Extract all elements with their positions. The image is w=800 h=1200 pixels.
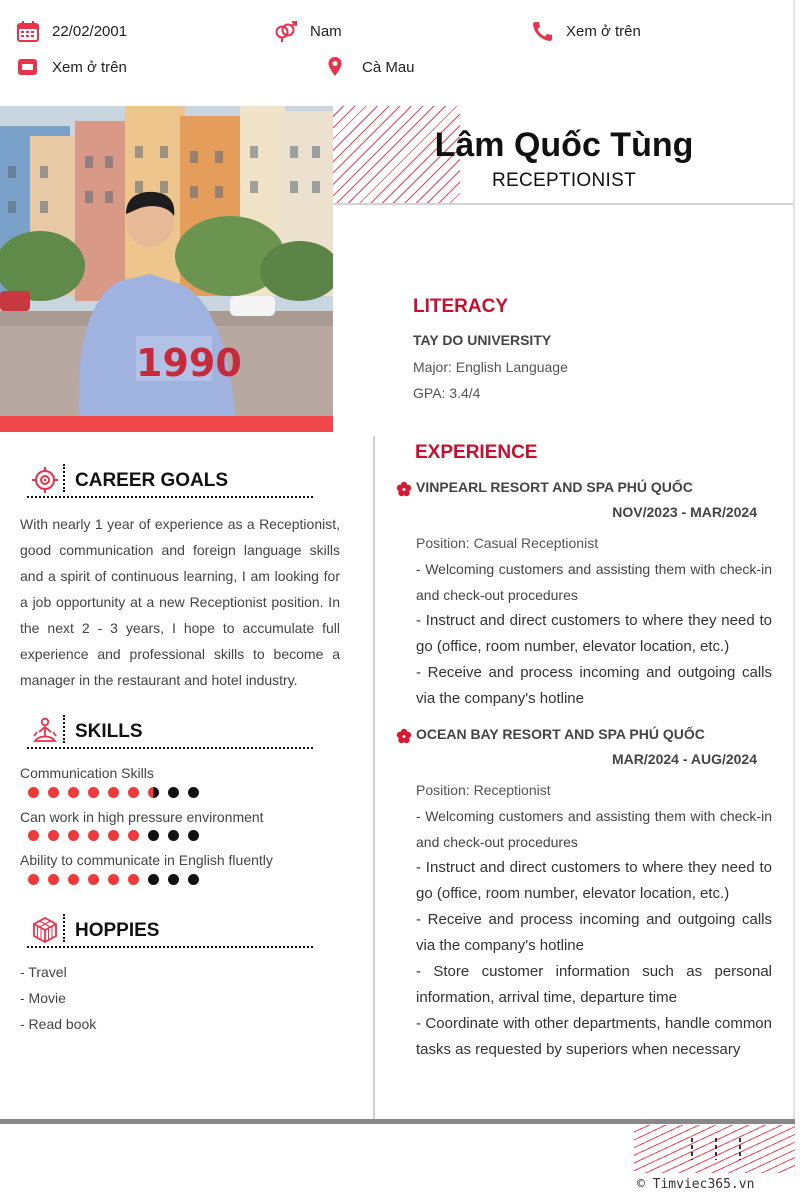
hobby-item: - Movie [20,990,66,1006]
skill-dot [48,830,59,841]
experience-title: EXPERIENCE [415,442,538,463]
skills-title: SKILLS [75,721,143,742]
page-right-border [793,0,795,1125]
phone-icon [530,20,554,42]
column-divider [373,436,375,1120]
contact-email [16,56,127,78]
header-divider [333,203,795,205]
job-task: - Instruct and direct customers to where they need to go (office, room number, elevator location, etc.) [416,859,772,902]
skill-dot [48,874,59,885]
skill-dot [168,830,179,841]
contact-birthday [16,20,127,42]
contact-address [326,56,415,78]
skill-dot [168,787,179,798]
job-task: - Welcoming customers and assisting them with check-in and check-out procedures [416,561,772,603]
header-dotted-underline [27,747,313,749]
copyright-text: © Timviec365.vn [637,1177,755,1192]
header-dotted-underline [27,946,313,948]
job-task: - Welcoming customers and assisting them with check-in and check-out procedures [416,808,772,850]
job-task: - Coordinate with other departments, handle common tasks as requested by superiors when necessary [416,1015,772,1058]
literacy-gpa: GPA: 3.4/4 [413,385,481,401]
skill-dot [148,874,159,885]
job-task: - Receive and process incoming and outgoing calls via the company's hotline [416,911,772,954]
skill-dot [108,787,119,798]
job-task: - Instruct and direct customers to where they need to go (office, room number, elevator location, etc.) [416,612,772,655]
skill-dot [28,874,39,885]
skill-dot [188,874,199,885]
footer-dash-decoration [682,1136,762,1162]
literacy-major: Major: English Language [413,359,568,375]
skill-rating [28,787,208,798]
career-goals-title: CAREER GOALS [75,470,229,491]
calendar-icon [16,20,40,42]
gender-value: Nam [310,22,342,40]
skill-dot [68,787,79,798]
gender-icon [274,20,298,42]
header-dotted-divider [63,914,65,942]
svg-text:1990: 1990 [136,341,242,385]
skill-dot [188,830,199,841]
hobby-item: - Read book [20,1016,97,1032]
profile-photo [0,106,333,416]
header-dotted-underline [27,496,313,498]
skills-header [27,715,313,751]
skill-dot [188,787,199,798]
location-pin-icon [326,56,350,78]
skill-dot [68,874,79,885]
job-period: MAR/2024 - AUG/2024 [612,751,757,767]
job-position: Position: Casual Receptionist [416,535,599,551]
skill-dot [148,787,159,798]
job-company: OCEAN BAY RESORT AND SPA PHÚ QUỐC [416,726,705,742]
person-meditation-icon [31,717,59,745]
career-goals-header [27,464,313,500]
skill-dot [88,787,99,798]
contact-phone [530,20,641,42]
job-position: Position: Receptionist [416,782,551,798]
photo-accent-bar [0,416,333,432]
skill-dot [68,830,79,841]
skill-dot [148,830,159,841]
skill-dot [28,787,39,798]
skill-dot [88,830,99,841]
skill-dot [108,830,119,841]
skill-dot [48,787,59,798]
skill-dot [128,787,139,798]
career-goals-text: With nearly 1 year of experience as a Receptionist, good communication and foreign language skills and a spirit of continuous learning, I am looking for a job opportunity at a new Receptionist position. In the next 2 - 3 years, I hope to accumulate full experience and professional skills to become a manager in the restaurant and hotel industry. [20,516,340,688]
hobby-item: - Travel [20,964,67,980]
skill-dot [128,874,139,885]
skill-dot [108,874,119,885]
skill-name: Communication Skills [20,765,154,781]
flower-bullet-icon [396,481,412,497]
candidate-role: RECEPTIONIST [491,170,636,191]
skill-rating [28,830,208,841]
job-task: - Receive and process incoming and outgoing calls via the company's hotline [416,664,772,707]
skill-name: Ability to communicate in English fluently [20,852,273,868]
cube-icon [31,916,59,944]
job-period: NOV/2023 - MAR/2024 [612,504,757,520]
skill-dot [88,874,99,885]
candidate-name: Lâm Quốc Tùng [434,126,694,164]
job-company: VINPEARL RESORT AND SPA PHÚ QUỐC [416,479,693,495]
hobbies-title: HOPPIES [75,920,160,941]
job-task: - Store customer information such as personal information, arrival time, departure time [416,963,772,1006]
skill-dot [128,830,139,841]
header-dotted-divider [63,464,65,492]
skill-name: Can work in high pressure environment [20,809,264,825]
skill-dot [28,830,39,841]
email-value: Xem ở trên [52,58,127,76]
footer-divider [0,1119,795,1124]
literacy-school: TAY DO UNIVERSITY [413,332,552,348]
email-icon [16,56,40,78]
flower-bullet-icon [396,728,412,744]
target-icon [31,466,59,494]
header-dotted-divider [63,715,65,743]
birthday-value: 22/02/2001 [52,22,128,40]
skill-rating [28,874,208,885]
phone-value: Xem ở trên [566,22,641,40]
literacy-title: LITERACY [413,296,508,317]
contact-gender [274,20,342,42]
hobbies-header [27,914,313,950]
skill-dot [168,874,179,885]
address-value: Cà Mau [362,58,415,76]
